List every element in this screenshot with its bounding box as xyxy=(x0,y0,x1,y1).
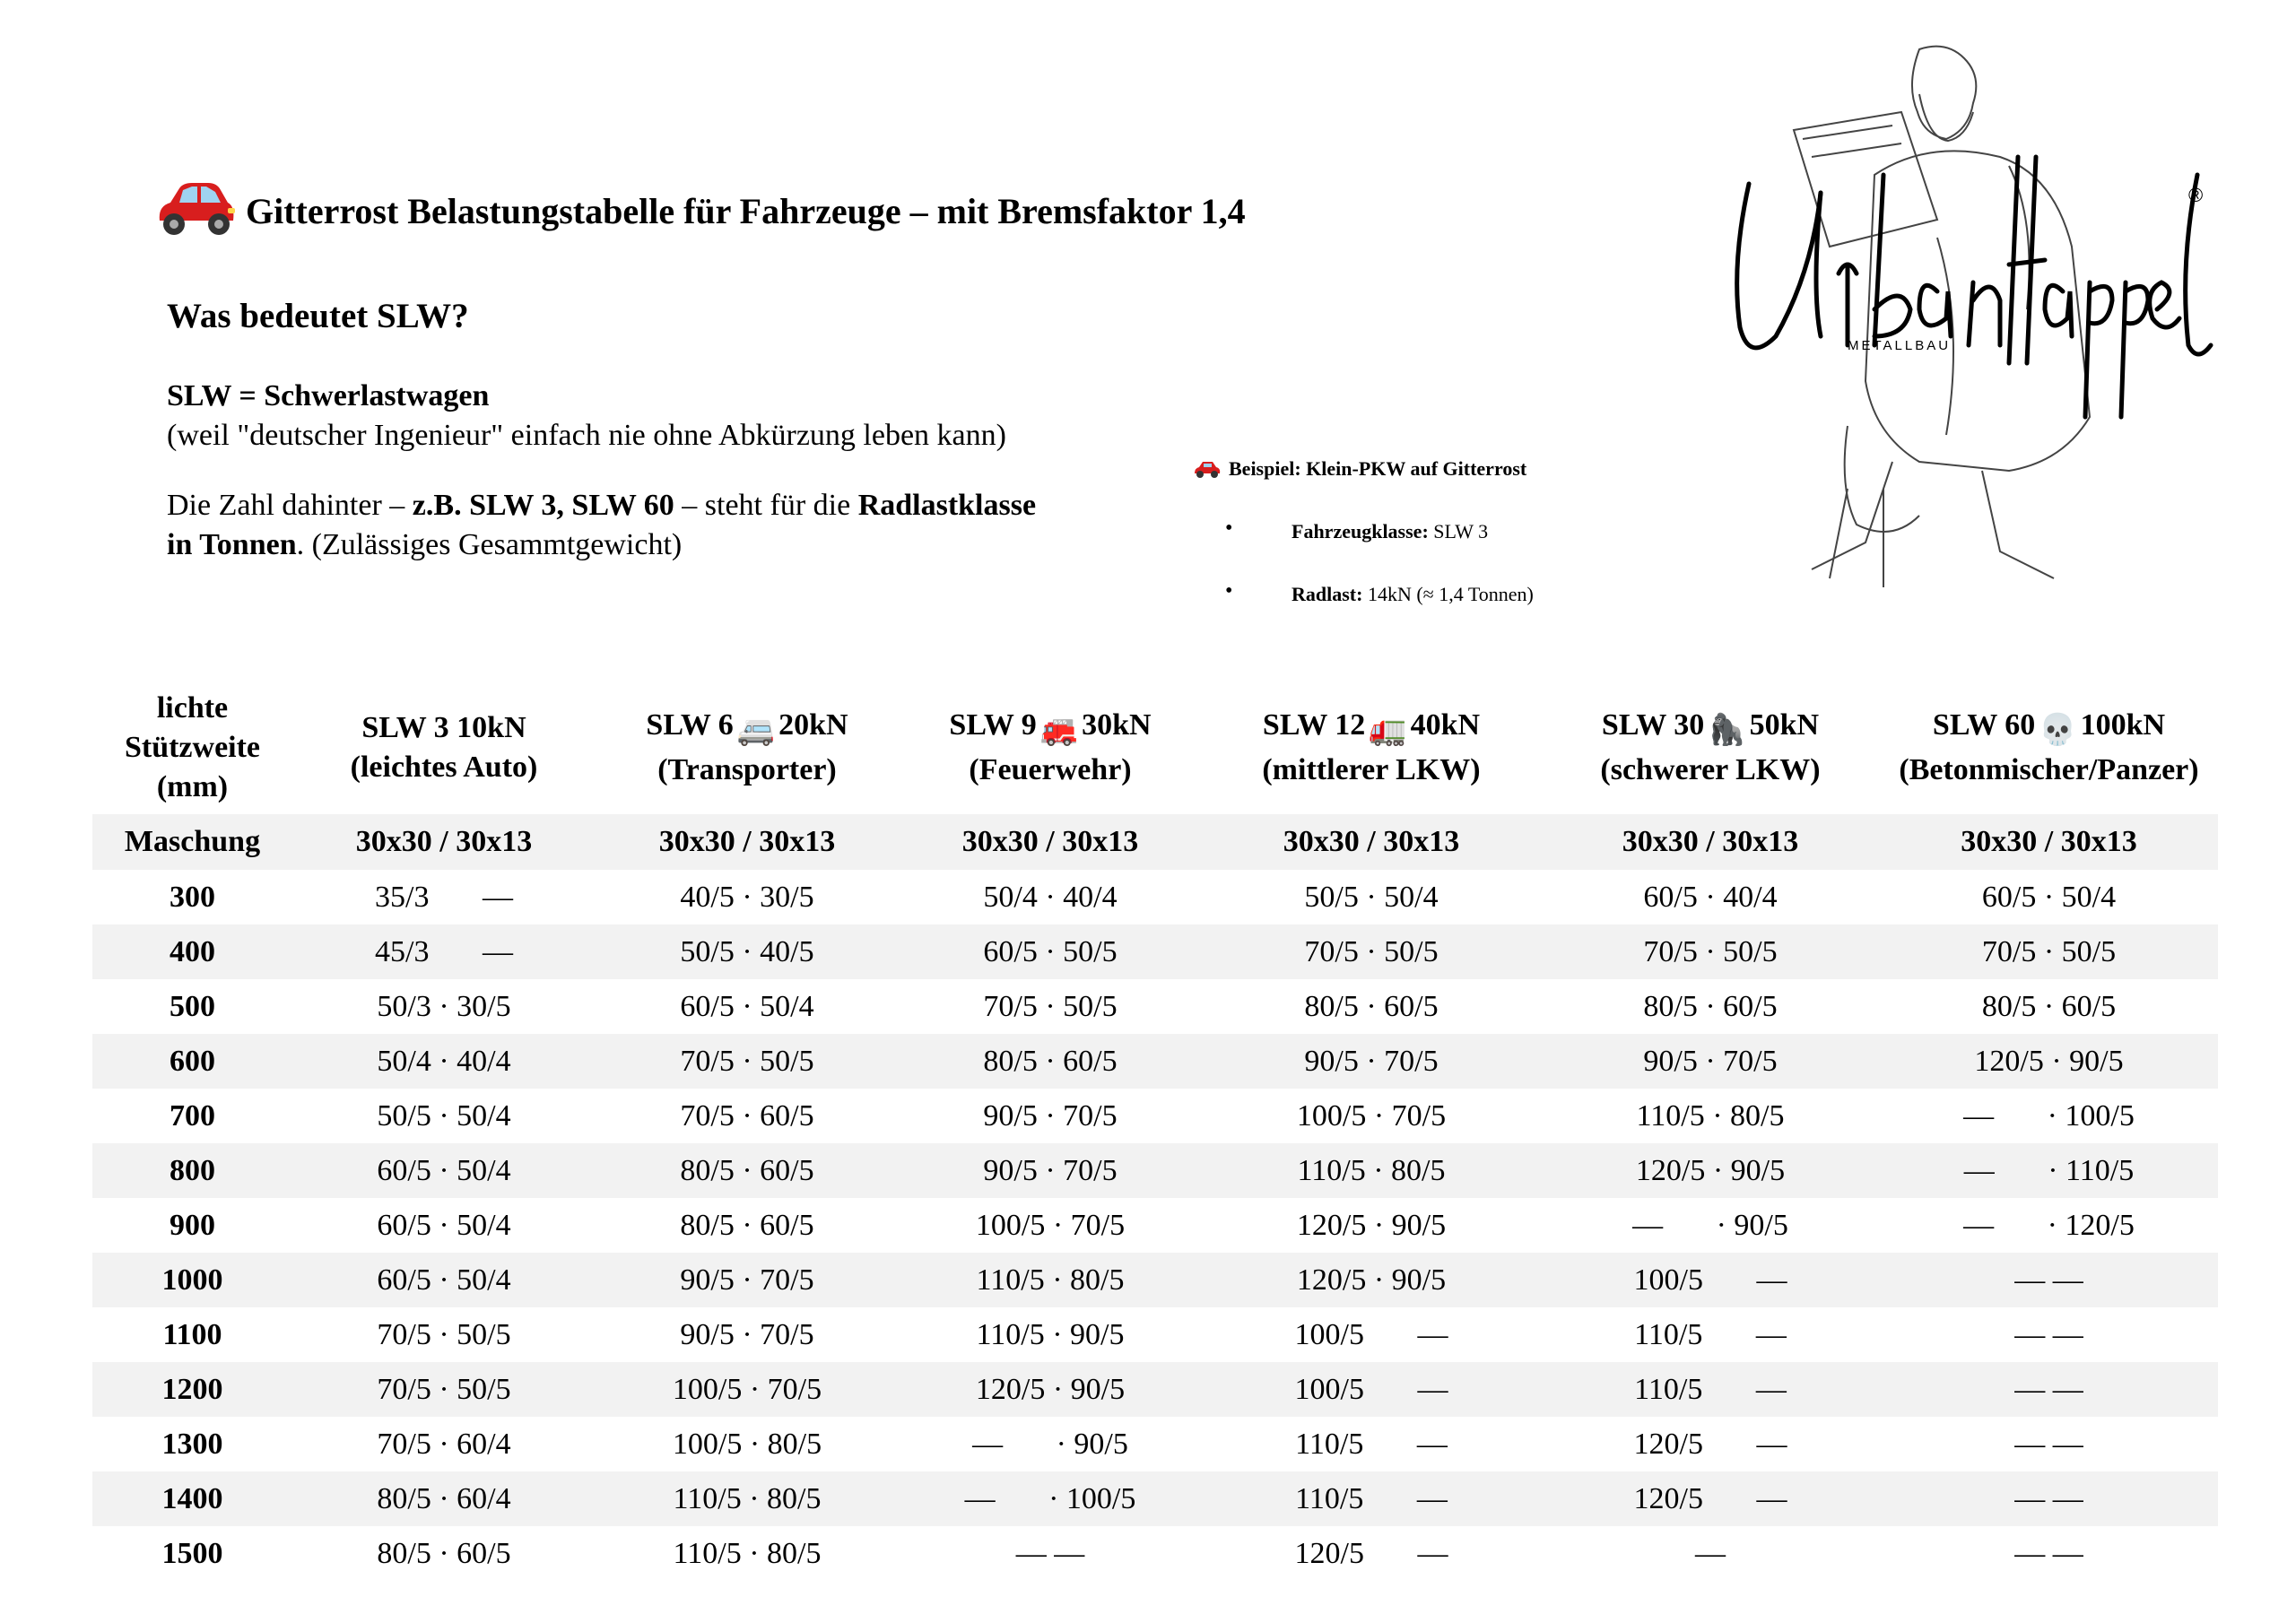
col-title: SLW 30 xyxy=(1601,708,1705,742)
span-cell: 900 xyxy=(170,1208,215,1242)
value-cell: 70/5 · 50/5 xyxy=(1541,924,1880,979)
load-table xyxy=(92,681,2218,1581)
column-header-slw12 xyxy=(1202,681,1541,814)
explanation-paragraph xyxy=(167,486,1064,565)
value-cell: 90/5 · 70/5 xyxy=(983,1098,1118,1133)
value-cell: — · 100/5 xyxy=(1963,1098,2135,1133)
value-cell: 60/5 · 50/5 xyxy=(899,924,1202,979)
table-row xyxy=(92,1198,2218,1253)
example-item-value: 14kN (≈ 1,4 Tonnen) xyxy=(1362,583,1534,605)
value-cell: 70/5 · 60/4 xyxy=(377,1427,511,1461)
value-cell: 70/5 · 60/5 xyxy=(680,1098,814,1133)
value-cell: 90/5 · 70/5 xyxy=(596,1253,899,1307)
value-cell: 70/5 · 50/5 xyxy=(1880,924,2218,979)
value-cell: 110/5 — xyxy=(1541,1362,1880,1417)
mesh-label: Maschung xyxy=(92,814,292,870)
col-title: SLW 9 xyxy=(949,708,1037,742)
red-car-icon xyxy=(152,179,239,242)
value-cell: 90/5 · 70/5 xyxy=(899,1143,1202,1198)
table-row xyxy=(92,1034,2218,1089)
explanation-bold2: Radlastklasse in Tonnen xyxy=(167,489,1037,561)
car-icon xyxy=(1193,459,1222,479)
table-row xyxy=(92,1089,2218,1143)
value-cell: 90/5 · 70/5 xyxy=(1541,1034,1880,1089)
col-load: 50kN xyxy=(1749,708,1820,742)
table-row xyxy=(92,1143,2218,1198)
value-cell: 100/5 · 70/5 xyxy=(596,1362,899,1417)
col-subtitle: (schwerer LKW) xyxy=(1600,753,1821,786)
example-title xyxy=(1193,457,1534,481)
value-cell: — — xyxy=(1880,1253,2218,1307)
skull-icon: 💀 xyxy=(2039,714,2077,747)
mesh-value: 30x30 / 30x13 xyxy=(292,814,596,870)
span-cell: 1200 xyxy=(92,1362,292,1417)
value-cell: 120/5 — xyxy=(1294,1536,1448,1570)
value-cell: 120/5 · 90/5 xyxy=(1296,1208,1447,1242)
value-cell: 120/5 · 90/5 xyxy=(1880,1034,2218,1089)
value-cell: 100/5 · 70/5 xyxy=(975,1208,1126,1242)
corner-header: lichte Stützweite (mm) xyxy=(124,691,261,803)
value-cell: 80/5 · 60/5 xyxy=(680,1208,814,1242)
value-cell: 110/5 · 80/5 xyxy=(899,1253,1202,1307)
value-cell: — · 90/5 xyxy=(972,1427,1128,1461)
explanation-part2: – steht für die xyxy=(674,489,858,522)
value-cell: 60/5 · 50/4 xyxy=(377,1208,511,1242)
col-load: 20kN xyxy=(778,708,848,742)
value-cell: 60/5 · 50/4 xyxy=(292,1253,596,1307)
definition-note: (weil "deutscher Ingenieur" einfach nie ohne Abkürzung leben kann) xyxy=(167,419,1006,452)
example-item-label: Radlast: xyxy=(1292,583,1363,605)
mesh-value: 30x30 / 30x13 xyxy=(1880,814,2218,870)
value-cell: 50/4 · 40/4 xyxy=(292,1034,596,1089)
col-title: SLW 6 xyxy=(646,708,734,742)
value-cell: — — xyxy=(1880,1471,2218,1526)
title-text: Gitterrost Belastungstabelle für Fahrzeuge – mit Bremsfaktor 1,4 xyxy=(246,190,1246,231)
truck-icon: 🚛 xyxy=(1369,714,1407,747)
value-cell: 120/5 — xyxy=(1633,1427,1787,1461)
value-cell: 60/5 · 40/4 xyxy=(1643,880,1778,914)
value-cell: 120/5 · 90/5 xyxy=(1541,1143,1880,1198)
value-cell: 110/5 · 80/5 xyxy=(1202,1143,1541,1198)
mesh-row xyxy=(92,814,2218,870)
table-row xyxy=(92,1471,2218,1526)
value-cell: 80/5 · 60/5 xyxy=(1304,989,1439,1023)
value-cell: — · 90/5 xyxy=(1632,1208,1788,1242)
span-cell: 300 xyxy=(170,880,215,914)
value-cell: 60/5 · 50/4 xyxy=(680,989,814,1023)
value-cell: 50/5 · 50/4 xyxy=(377,1098,511,1133)
value-cell: 80/5 · 60/5 xyxy=(1981,989,2117,1023)
explanation-bold1: z.B. SLW 3, SLW 60 xyxy=(412,489,674,522)
value-cell: 90/5 · 70/5 xyxy=(1202,1034,1541,1089)
span-cell: 1000 xyxy=(92,1253,292,1307)
value-cell: 120/5 · 90/5 xyxy=(1202,1253,1541,1307)
col-subtitle: (Betonmischer/Panzer) xyxy=(1899,753,2199,786)
table-row xyxy=(92,1417,2218,1471)
fire-engine-icon: 🚒 xyxy=(1039,714,1079,747)
value-cell: 120/5 · 90/5 xyxy=(899,1362,1202,1417)
definition-term: SLW = Schwerlastwagen xyxy=(167,379,490,412)
van-icon: 🚐 xyxy=(736,714,776,747)
value-cell: 100/5 — xyxy=(1294,1317,1448,1351)
value-cell: 50/3 · 30/5 xyxy=(377,989,511,1023)
value-cell: — — xyxy=(1880,1362,2218,1417)
value-cell: — · 120/5 xyxy=(1963,1208,2135,1242)
span-cell: 1500 xyxy=(161,1536,223,1570)
table-row xyxy=(92,870,2218,924)
col-title: SLW 3 10kN xyxy=(361,711,526,744)
span-cell: 600 xyxy=(92,1034,292,1089)
value-cell: 100/5 — xyxy=(1202,1362,1541,1417)
example-list xyxy=(1193,516,1534,606)
table-row xyxy=(92,1307,2218,1362)
value-cell: 60/5 · 50/4 xyxy=(292,1143,596,1198)
table-row xyxy=(92,979,2218,1034)
value-cell: 110/5 · 90/5 xyxy=(976,1317,1125,1351)
col-subtitle: (Feuerwehr) xyxy=(969,753,1132,786)
value-cell: 80/5 · 60/4 xyxy=(292,1471,596,1526)
value-cell: 100/5 · 80/5 xyxy=(672,1427,822,1461)
value-cell: 70/5 · 50/5 xyxy=(292,1362,596,1417)
span-cell: 1400 xyxy=(92,1471,292,1526)
example-title-text: Beispiel: Klein-PKW auf Gitterrost xyxy=(1229,457,1527,480)
span-cell: 500 xyxy=(170,989,215,1023)
value-cell: 35/3 — xyxy=(375,880,513,914)
column-header-slw9 xyxy=(899,681,1202,814)
span-cell: 700 xyxy=(170,1098,215,1133)
value-cell: 50/5 · 40/5 xyxy=(596,924,899,979)
col-load: 40kN xyxy=(1410,708,1481,742)
column-header-slw60 xyxy=(1880,681,2218,814)
table-row xyxy=(92,1526,2218,1581)
table-row xyxy=(92,1362,2218,1417)
value-cell: 90/5 · 70/5 xyxy=(680,1317,814,1351)
mesh-value: 30x30 / 30x13 xyxy=(596,814,899,870)
value-cell: 80/5 · 60/5 xyxy=(1643,989,1778,1023)
value-cell: 120/5 — xyxy=(1541,1471,1880,1526)
value-cell: 50/5 · 50/4 xyxy=(1304,880,1439,914)
logo-subtext: METALLBAU xyxy=(1848,338,1952,353)
value-cell: 110/5 — xyxy=(1634,1317,1787,1351)
value-cell: 45/3 — xyxy=(292,924,596,979)
explanation-part1: Die Zahl dahinter – xyxy=(167,489,413,522)
value-cell: 110/5 — xyxy=(1295,1427,1448,1461)
value-cell: 40/5 · 30/5 xyxy=(680,880,814,914)
bullet-icon: • xyxy=(1225,516,1233,540)
col-subtitle: (Transporter) xyxy=(657,753,837,786)
value-cell: 80/5 · 60/5 xyxy=(899,1034,1202,1089)
span-cell: 400 xyxy=(92,924,292,979)
value-cell: — · 110/5 xyxy=(1880,1143,2218,1198)
column-header-slw30 xyxy=(1541,681,1880,814)
example-item-label: Fahrzeugklasse: xyxy=(1292,520,1429,542)
span-cell: 800 xyxy=(92,1143,292,1198)
value-cell: 110/5 · 80/5 xyxy=(673,1536,822,1570)
value-cell: 100/5 — xyxy=(1541,1253,1880,1307)
page-title xyxy=(152,179,1246,242)
value-cell: 110/5 · 80/5 xyxy=(1636,1098,1785,1133)
bullet-icon: • xyxy=(1225,579,1233,603)
mesh-value: 30x30 / 30x13 xyxy=(1202,814,1541,870)
explanation-part3: . (Zulässiges Gesammtgewicht) xyxy=(296,528,683,561)
value-cell: — · 100/5 xyxy=(899,1471,1202,1526)
value-cell: 50/4 · 40/4 xyxy=(983,880,1118,914)
span-cell: 1100 xyxy=(162,1317,222,1351)
example-item-value: SLW 3 xyxy=(1428,520,1489,542)
column-header-slw3 xyxy=(292,681,596,814)
urban-happel-logo xyxy=(1713,40,2215,596)
table-row xyxy=(92,924,2218,979)
value-cell: 80/5 · 60/5 xyxy=(596,1143,899,1198)
value-cell: 70/5 · 50/5 xyxy=(1202,924,1541,979)
value-cell: 110/5 — xyxy=(1202,1471,1541,1526)
col-subtitle: (leichtes Auto) xyxy=(350,751,538,784)
value-cell: 60/5 · 50/4 xyxy=(1981,880,2117,914)
value-cell: 80/5 · 60/5 xyxy=(377,1536,511,1570)
col-load: 30kN xyxy=(1082,708,1152,742)
example-item xyxy=(1193,579,1534,606)
col-load: 100kN xyxy=(2080,708,2166,742)
value-cell: 70/5 · 50/5 xyxy=(983,989,1118,1023)
value-cell: — — xyxy=(1015,1536,1085,1570)
example-item xyxy=(1193,516,1534,543)
col-title: SLW 60 xyxy=(1932,708,2036,742)
table-row xyxy=(92,1253,2218,1307)
col-subtitle: (mittlerer LKW) xyxy=(1262,753,1481,786)
span-cell: 1300 xyxy=(161,1427,223,1461)
gorilla-icon: 🦍 xyxy=(1708,714,1746,747)
mesh-value: 30x30 / 30x13 xyxy=(899,814,1202,870)
value-cell: — — xyxy=(2014,1536,2083,1570)
column-header-slw6 xyxy=(596,681,899,814)
col-title: SLW 12 xyxy=(1262,708,1366,742)
value-cell: 100/5 · 70/5 xyxy=(1296,1098,1447,1133)
value-cell: — — xyxy=(2014,1317,2083,1351)
intro-text xyxy=(167,377,1064,597)
mesh-value: 30x30 / 30x13 xyxy=(1541,814,1880,870)
value-cell: 70/5 · 50/5 xyxy=(377,1317,511,1351)
section-heading: Was bedeutet SLW? xyxy=(167,297,469,335)
example-box xyxy=(1193,457,1534,606)
registered-mark: ® xyxy=(2188,184,2204,206)
value-cell: — — xyxy=(2014,1427,2083,1461)
value-cell: 70/5 · 50/5 xyxy=(596,1034,899,1089)
value-cell: — xyxy=(1695,1536,1726,1570)
table-header-row xyxy=(92,681,2218,814)
value-cell: 110/5 · 80/5 xyxy=(596,1471,899,1526)
